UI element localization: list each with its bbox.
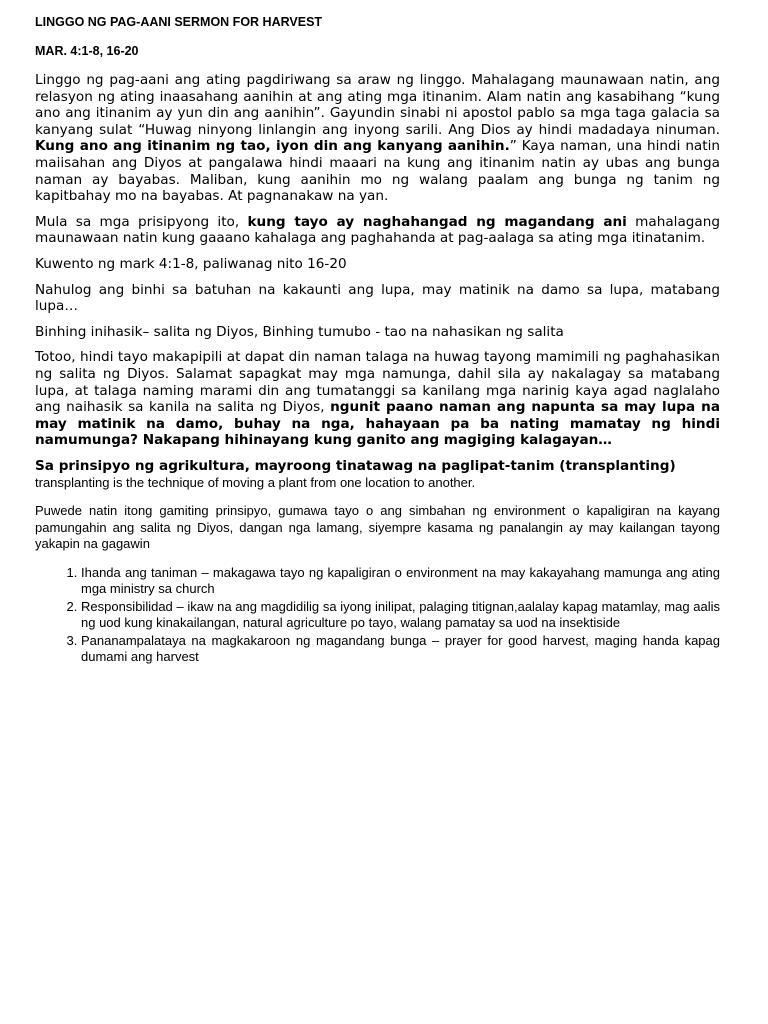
paragraph-story: Kuwento ng mark 4:1-8, paliwanag nito 16-20	[35, 255, 347, 272]
document-heading: LINGGO NG PAG-AANI SERMON FOR HARVEST	[35, 15, 323, 29]
paragraph-intro-text-2: ” Kaya naman, una hindi natin maiisahan ang Diyos at pangalawa hindi maaari na kung ang itinanim natin ay ubas ang bunga naman ay bayabas. Maliban, kung aanihin mo ng walang paalam ang bunga ng tanim ng kapitbahay mo na bayabas. At pagnanakaw na yan.	[35, 138, 720, 205]
list-item: 2. Responsibilidad – ikaw na ang magdidilig sa iyong inilipat, palaging titignan,aalalay kapag matamlay, mag aalis ng uod kung kinakailangan, natural agriculture po tayo, walang pamatay sa uod na insektiside	[81, 599, 720, 632]
paragraph-principles-text-2: mahalagang maunawaan natin kung gaaano kahalaga ang paghahanda at pag-aalaga sa ating mga itinatanim.	[35, 213, 720, 247]
paragraph-application: Puwede natin itong gamiting prinsipyo, gumawa tayo o ang simbahan ng environment o kapaligiran na kayang pamungahin ang salita ng Diyos, dangan nga lamang, siyempre kasama ng panalangin ay may kailangan tayong yakapin na gagawin	[35, 503, 720, 552]
document-page	[35, 14, 720, 667]
paragraph-principles-text-1: Mula sa mga prisipyong ito,	[35, 213, 248, 230]
paragraph-intro-text-1: Linggo ng pag-aani ang ating pagdiriwang sa araw ng linggo. Mahalagang maunawaan natin, ang relasyon ng ating inaasahang aanihin at ang ating mga itinanim. Alam natin ang kasabihang “kung ano ang itinanim ay yun din ang aanihin”. Gayundin sinabi ni apostol pablo sa mga taga galacia sa kanyang sulat “Huwag ninyong linlangin ang inyong sarili. Ang Dios ay hindi madadaya ninuman.	[35, 72, 720, 138]
steps-list	[35, 565, 720, 666]
paragraph-truth-bold: ngunit paano naman ang napunta sa may lupa na may matinik na damo, buhay na nga, hahayaan pa ba nating mamatay ng hindi namumunga? Nakapang hihinayang kung ganito ang magiging kalagayan…	[35, 399, 720, 449]
paragraph-seeds: Nahulog ang binhi sa batuhan na kakaunti ang lupa, may matinik na damo sa lupa, matabang lupa…	[35, 281, 720, 315]
scripture-reference: MAR. 4:1-8, 16-20	[35, 44, 139, 58]
list-item: 1. Ihanda ang taniman – makagawa tayo ng kapaligiran o environment na may kakayahang mamunga ang ating mga ministry sa church	[81, 565, 720, 598]
list-item: 3. Pananampalataya na magkakaroon ng magandang bunga – prayer for good harvest, maging handa kapag dumami ang harvest	[81, 633, 720, 666]
paragraph-seed-meaning: Binhing inihasik– salita ng Diyos, Binhing tumubo - tao na nahasikan ng salita	[35, 323, 564, 340]
paragraph-truth-text: Totoo, hindi tayo makapipili at dapat din naman talaga na huwag tayong mamimili ng paghahasikan ng salita ng Diyos. Salamat sapagkat may mga namunga, dahil sila ay nakalagay sa matabang lupa, at talaga naming marami din ang tumatanggi sa kanilang mga narinig kaya agad naglalaho ang naihasik sa kanila na salita ng Diyos,	[35, 349, 720, 416]
transplanting-definition: transplanting is the technique of moving a plant from one location to another.	[35, 474, 476, 490]
transplanting-subtitle: Sa prinsipyo ng agrikultura, mayroong tinatawag na paglipat-tanim (transplanting)	[35, 457, 676, 474]
paragraph-principles	[35, 214, 720, 247]
paragraph-principles-bold: kung tayo ay naghahangad ng magandang ani	[247, 213, 627, 230]
paragraph-intro	[35, 72, 720, 205]
paragraph-truth	[35, 349, 720, 449]
paragraph-intro-bold-quote: Kung ano ang itinanim ng tao, iyon din ang kanyang aanihin.	[35, 138, 510, 155]
